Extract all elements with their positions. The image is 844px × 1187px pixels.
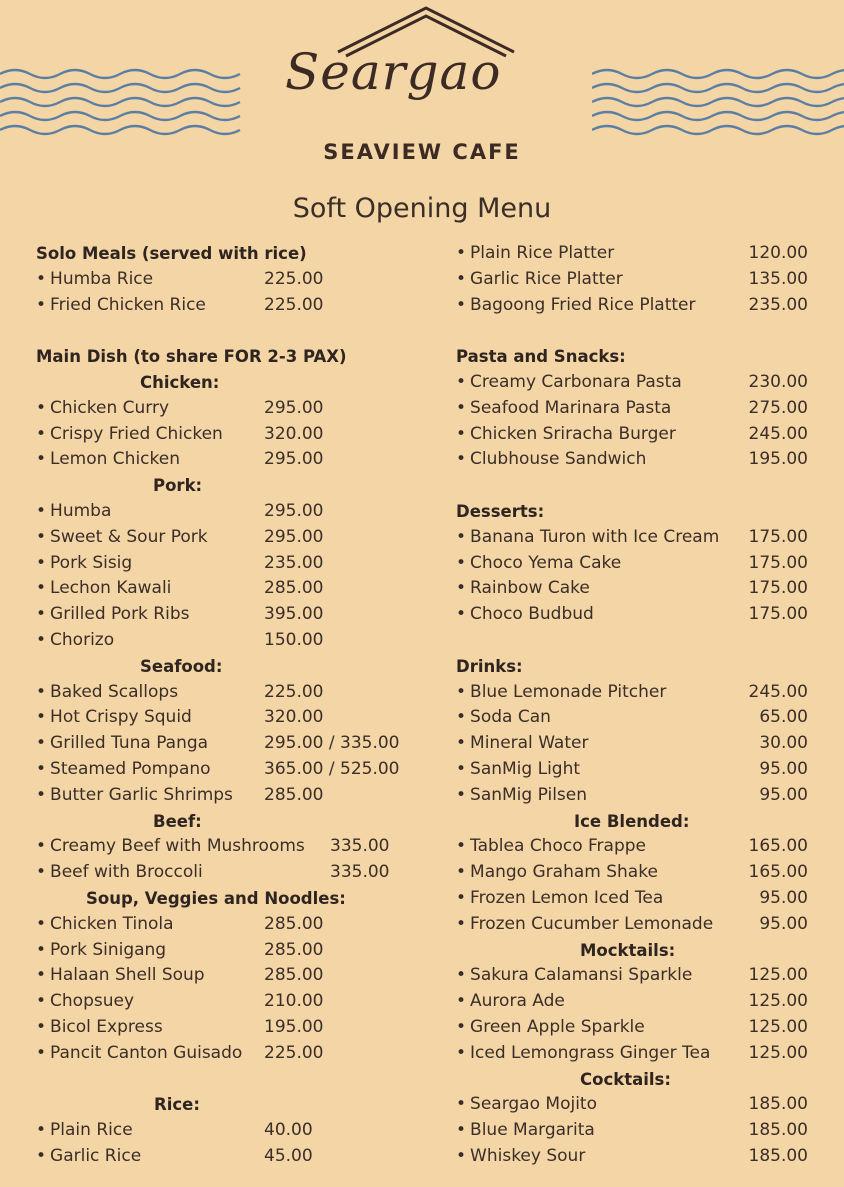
item-name [456,525,719,551]
item-label: Mineral Water [470,733,589,754]
item-name [456,1144,585,1170]
bullet-icon: • [456,991,467,1012]
bullet-icon: • [36,965,47,986]
item-name [36,628,114,654]
menu-item [456,860,816,886]
menu-item [456,267,816,293]
item-label: Plain Rice Platter [470,243,615,263]
item-name [36,447,180,473]
bullet-icon: • [456,1120,467,1141]
item-name [36,680,178,706]
bullet-icon: • [36,681,47,702]
item-label: Pork Sisig [50,552,133,573]
item-name [456,860,658,886]
item-price: 285.00 [264,913,324,934]
item-label: Bagoong Fried Rice Platter [470,294,696,315]
item-price: 65.00 [759,707,808,728]
bullet-icon: • [36,991,47,1012]
item-price: 395.00 [264,604,324,625]
menu-item [456,370,816,396]
bullet-icon: • [36,578,47,599]
menu-item [456,783,816,809]
item-name [456,963,692,989]
item-price: 125.00 [748,965,808,986]
menu-item [36,525,416,551]
item-label: Lemon Chicken [50,449,180,470]
subsection-heading: Pork: [153,476,203,496]
item-label: Seafood Marinara Pasta [470,397,672,418]
item-price: 225.00 [264,294,324,315]
item-label: SanMig Light [470,758,581,779]
item-label: Baked Scallops [50,681,179,702]
item-label: Humba [50,500,112,521]
item-label: Frozen Cucumber Lemonade [470,913,714,934]
item-label: Fried Chicken Rice [50,294,206,315]
bullet-icon: • [456,449,467,470]
item-label: Aurora Ade [470,991,565,1012]
subsection-heading: Ice Blended: [574,811,690,831]
item-price: 150.00 [264,629,324,650]
bullet-icon: • [36,397,47,418]
menu-item [36,1041,416,1067]
item-name [456,551,621,577]
bullet-icon: • [36,629,47,650]
item-label: Chicken Tinola [50,913,174,934]
item-name [456,1041,710,1067]
menu-item [456,1092,816,1118]
section-heading: Solo Meals (served with rice) [36,244,307,263]
menu-item [36,912,416,938]
item-name [456,783,587,809]
spacer [36,318,416,344]
item-name [36,551,132,577]
item-label: SanMig Pilsen [470,784,588,805]
menu-item [456,1041,816,1067]
menu-item [36,938,416,964]
item-name [456,989,565,1015]
cafe-subtitle: SEAVIEW CAFE [323,140,521,164]
menu-item [456,886,816,912]
bullet-icon: • [456,243,467,263]
item-label: Blue Margarita [470,1120,595,1141]
bullet-icon: • [36,1145,47,1166]
bullet-icon: • [36,707,47,728]
menu-item [36,267,416,293]
menu-item [456,757,816,783]
item-name [36,989,134,1015]
item-name [456,1015,645,1041]
subsection-heading: Mocktails: [580,940,676,960]
menu-item [36,293,416,319]
item-label: Butter Garlic Shrimps [50,784,233,805]
item-label: Pork Sinigang [50,939,167,960]
menu-item [36,551,416,577]
item-price: 165.00 [748,862,808,883]
item-label: Chicken Curry [50,397,170,418]
bullet-icon: • [456,604,467,625]
item-name [456,1092,597,1118]
menu-item [36,783,416,809]
item-price: 275.00 [748,397,808,418]
item-price: 295.00 [264,449,324,470]
menu-item [456,551,816,577]
item-name [36,757,211,783]
item-label: Sakura Calamansi Sparkle [470,965,693,986]
spacer [456,318,816,344]
item-name [36,396,169,422]
item-label: Grilled Pork Ribs [50,604,190,625]
bullet-icon: • [456,707,467,728]
item-name [36,834,305,860]
item-price: 135.00 [748,268,808,289]
wave-decoration-right [592,64,844,136]
item-label: Garlic Rice Platter [470,268,623,289]
menu-item [456,396,816,422]
item-price: 320.00 [264,423,324,444]
item-name [456,422,676,448]
menu-column-right [456,241,816,1170]
item-label: Whiskey Sour [470,1145,586,1166]
bullet-icon: • [36,604,47,625]
menu-item [456,1144,816,1170]
item-label: Green Apple Sparkle [470,1016,645,1037]
bullet-icon: • [456,862,467,883]
menu-item [456,705,816,731]
menu-item [36,1118,416,1144]
item-price: 285.00 [264,939,324,960]
item-label: Grilled Tuna Panga [50,733,209,754]
menu-item [36,963,416,989]
item-name [36,912,174,938]
menu-item [36,1144,416,1170]
menu-column-left [36,241,416,1170]
item-price: 285.00 [264,578,324,599]
item-name [36,1144,141,1170]
bullet-icon: • [456,268,467,289]
section-heading: Pasta and Snacks: [456,347,626,367]
item-label: Choco Yema Cake [470,552,622,573]
bullet-icon: • [456,758,467,779]
item-price: 95.00 [759,913,808,934]
item-label: Iced Lemongrass Ginger Tea [470,1042,711,1063]
item-price: 225.00 [264,1042,324,1063]
subsection-heading: Cocktails: [580,1069,671,1089]
menu-item [456,602,816,628]
menu-item [36,757,416,783]
bullet-icon: • [456,1145,467,1166]
item-label: Clubhouse Sandwich [470,449,647,470]
item-price: 285.00 [264,784,324,805]
item-name [456,757,580,783]
menu-item [36,705,416,731]
menu-item [36,602,416,628]
menu-item [456,576,816,602]
item-name [456,705,551,731]
item-price: 335.00 [330,862,390,883]
menu-item [36,628,416,654]
bullet-icon: • [36,1120,47,1141]
item-label: Garlic Rice [50,1145,142,1166]
item-name [36,783,233,809]
item-name [36,938,166,964]
bullet-icon: • [36,784,47,805]
item-name [36,1118,133,1144]
item-price: 230.00 [748,371,808,392]
item-label: Chopsuey [50,991,135,1012]
item-price: 120.00 [748,243,808,263]
bullet-icon: • [456,733,467,754]
item-label: Sweet & Sour Pork [50,526,208,547]
bullet-icon: • [456,965,467,986]
bullet-icon: • [456,294,467,315]
subsection-heading: Rice: [154,1095,200,1115]
item-name [456,834,646,860]
bullet-icon: • [36,862,47,883]
item-name [36,860,203,886]
bullet-icon: • [36,294,47,315]
item-name [36,499,111,525]
item-name [36,602,189,628]
item-label: Beef with Broccoli [50,862,203,883]
menu-item [456,293,816,319]
spacer [36,1067,416,1093]
menu-item [456,447,816,473]
menu-item [36,422,416,448]
menu-item [456,989,816,1015]
bullet-icon: • [456,526,467,547]
item-label: Humba Rice [50,268,154,289]
subsection-heading: Chicken: [140,372,220,392]
item-price: 295.00 / 335.00 [264,733,400,754]
menu-item [36,731,416,757]
bullet-icon: • [456,1042,467,1063]
item-label: Bicol Express [50,1016,163,1037]
item-price: 235.00 [264,552,324,573]
item-label: Frozen Lemon Iced Tea [470,887,664,908]
wave-decoration-left [0,64,250,136]
item-price: 295.00 [264,500,324,521]
item-label: Creamy Beef with Mushrooms [50,836,305,857]
item-price: 40.00 [264,1120,313,1141]
item-price: 125.00 [748,1042,808,1063]
bullet-icon: • [456,681,467,702]
item-price: 185.00 [748,1120,808,1141]
item-name [456,602,594,628]
bullet-icon: • [456,397,467,418]
item-price: 45.00 [264,1145,313,1166]
item-name [36,1015,163,1041]
item-price: 175.00 [748,604,808,625]
item-label: Soda Can [470,707,551,728]
item-label: Halaan Shell Soup [50,965,205,986]
item-label: Hot Crispy Squid [50,707,192,728]
subsection-heading: Seafood: [140,656,223,676]
menu-title: Soft Opening Menu [292,193,552,224]
item-label: Plain Rice [50,1120,133,1141]
item-price: 125.00 [748,991,808,1012]
item-price: 210.00 [264,991,324,1012]
item-label: Tablea Choco Frappe [470,836,646,857]
menu-item [456,1118,816,1144]
item-name [456,912,713,938]
item-price: 235.00 [748,294,808,315]
item-name [456,396,671,422]
item-label: Mango Graham Shake [470,862,658,883]
item-name [456,576,590,602]
bullet-icon: • [36,939,47,960]
menu-item [456,422,816,448]
bullet-icon: • [36,268,47,289]
item-price: 295.00 [264,397,324,418]
bullet-icon: • [36,526,47,547]
bullet-icon: • [456,913,467,934]
menu-item [36,1015,416,1041]
bullet-icon: • [36,733,47,754]
item-label: Pancit Canton Guisado [50,1042,243,1063]
item-price: 95.00 [759,758,808,779]
bullet-icon: • [456,552,467,573]
spacer [456,473,816,499]
menu-item [36,576,416,602]
bullet-icon: • [456,784,467,805]
logo-wordmark: Seargao [285,43,502,101]
item-label: Steamed Pompano [50,758,211,779]
item-price: 175.00 [748,526,808,547]
item-price: 225.00 [264,268,324,289]
item-label: Lechon Kawali [50,578,172,599]
section-heading: Desserts: [456,501,545,521]
item-name [456,1118,595,1144]
menu-item [456,731,816,757]
item-name [36,705,192,731]
item-price: 95.00 [759,887,808,908]
item-name [36,963,205,989]
bullet-icon: • [456,371,467,392]
item-label: Banana Turon with Ice Cream [470,526,720,547]
menu-item [36,396,416,422]
item-price: 125.00 [748,1016,808,1037]
item-name [456,267,623,293]
menu-item [456,525,816,551]
menu-item [36,680,416,706]
item-name [36,267,153,293]
item-price: 175.00 [748,578,808,599]
item-price: 185.00 [748,1145,808,1166]
spacer [456,628,816,654]
item-price: 185.00 [748,1094,808,1115]
subsection-heading: Soup, Veggies and Noodles: [86,888,346,908]
menu-item [36,860,416,886]
item-price: 245.00 [748,423,808,444]
section-heading: Main Dish (to share FOR 2-3 PAX) [36,347,347,367]
item-name [456,886,663,912]
menu-item [456,1015,816,1041]
item-label: Chorizo [50,629,115,650]
item-price: 245.00 [748,681,808,702]
bullet-icon: • [36,500,47,521]
bullet-icon: • [36,449,47,470]
bullet-icon: • [456,836,467,857]
bullet-icon: • [456,1094,467,1115]
bullet-icon: • [36,1042,47,1063]
item-name [456,370,682,396]
section-heading: Drinks: [456,656,523,676]
menu-item [36,447,416,473]
item-price: 365.00 / 525.00 [264,758,400,779]
bullet-icon: • [456,887,467,908]
bullet-icon: • [456,423,467,444]
menu-item [456,680,816,706]
item-label: Creamy Carbonara Pasta [470,371,682,392]
menu-item [36,989,416,1015]
menu-item [36,499,416,525]
item-name [456,447,646,473]
item-price: 195.00 [748,449,808,470]
item-label: Rainbow Cake [470,578,590,599]
item-name [456,680,666,706]
item-label: Blue Lemonade Pitcher [470,681,667,702]
menu-item [456,241,816,267]
item-price: 335.00 [330,836,390,857]
item-label: Crispy Fried Chicken [50,423,223,444]
bullet-icon: • [36,758,47,779]
menu-item [456,834,816,860]
item-name [36,525,208,551]
item-name [456,293,696,319]
item-name [36,731,208,757]
item-label: Chicken Sriracha Burger [470,423,676,444]
item-price: 95.00 [759,784,808,805]
item-name [36,293,206,319]
bullet-icon: • [36,836,47,857]
subsection-heading: Beef: [153,811,202,831]
item-price: 165.00 [748,836,808,857]
item-price: 225.00 [264,681,324,702]
item-price: 295.00 [264,526,324,547]
menu-item [456,963,816,989]
menu-item [36,834,416,860]
item-label: Choco Budbud [470,604,594,625]
item-name [36,576,171,602]
bullet-icon: • [36,1016,47,1037]
item-price: 30.00 [759,733,808,754]
item-price: 320.00 [264,707,324,728]
bullet-icon: • [36,913,47,934]
item-name [456,731,588,757]
item-label: Seargao Mojito [470,1094,597,1115]
item-price: 195.00 [264,1016,324,1037]
menu-item [456,912,816,938]
item-name [36,1041,242,1067]
bullet-icon: • [36,423,47,444]
item-price: 175.00 [748,552,808,573]
item-price: 285.00 [264,965,324,986]
bullet-icon: • [456,578,467,599]
item-name [456,241,614,267]
bullet-icon: • [36,552,47,573]
item-name [36,422,223,448]
bullet-icon: • [456,1016,467,1037]
